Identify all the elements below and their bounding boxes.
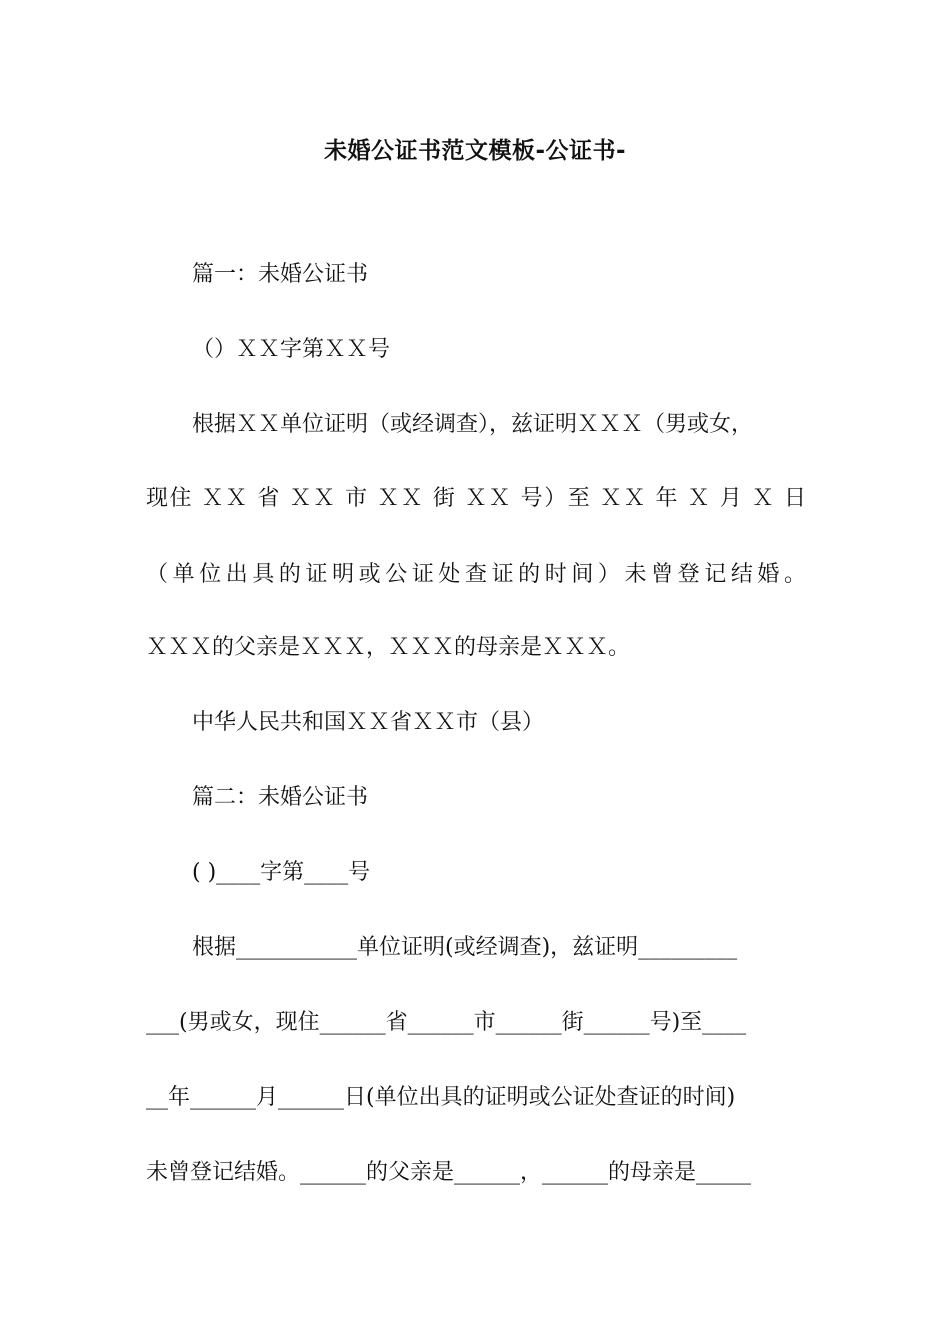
section2-body-line-2: ___(男或女，现住______省______市______街______号)至____ — [146, 1010, 747, 1035]
section1-body-line-3: （单位出具的证明或公证处查证的时间）未曾登记结婚。 — [146, 562, 806, 587]
section2-heading: 篇二：未婚公证书 — [192, 785, 369, 810]
section1-body-line-1: 根据ＸＸ单位证明（或经调查），兹证明ＸＸＸ（男或女， — [192, 412, 754, 437]
section1-heading: 篇一：未婚公证书 — [192, 262, 369, 287]
document-title: 未婚公证书范文模板-公证书- — [323, 138, 627, 164]
section2-body-line-4: 未曾登记结婚。______的父亲是______，______的母亲是_____ — [146, 1160, 752, 1185]
section1-place: 中华人民共和国ＸＸ省ＸＸ市（县） — [192, 710, 545, 735]
section1-body-line-4: ＸＸＸ的父亲是ＸＸＸ，ＸＸＸ的母亲是ＸＸＸ。 — [146, 635, 631, 660]
section2-ref-number: ( )____字第____号 — [192, 860, 371, 885]
section1-body-line-2: 现住 ＸＸ 省 ＸＸ 市 ＸＸ 街 ＸＸ 号）至 ＸＸ 年 Ｘ 月 Ｘ 日 — [146, 486, 806, 511]
section2-body-line-1: 根据___________单位证明(或经调查)，兹证明_________ — [192, 935, 738, 960]
section1-ref-number: （）ＸＸ字第ＸＸ号 — [192, 337, 391, 362]
section2-body-line-3: __年______月______日(单位出具的证明或公证处查证的时间) — [146, 1085, 736, 1110]
